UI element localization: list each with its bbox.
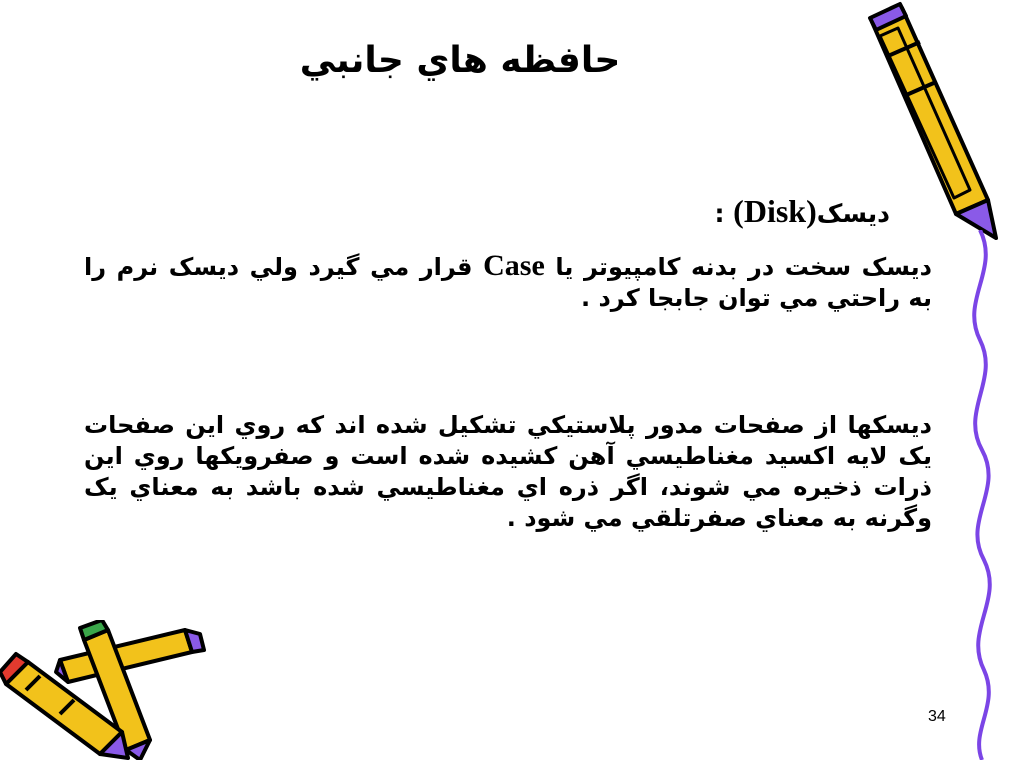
paragraph-case-latin: Case	[483, 249, 545, 282]
disk-heading-suffix: :	[714, 199, 734, 228]
slide-title: حافظه هاي جانبي	[299, 40, 621, 81]
disk-heading	[600, 193, 890, 229]
page-number: 34	[928, 708, 946, 725]
paragraph-case-after: قرار مي گيرد ولي ديسک نرم را به راحتي مي توان جابجا کرد .	[84, 253, 932, 312]
crossed-pencils-icon	[0, 620, 210, 760]
paragraph-case-before: ديسک سخت در بدنه کامپيوتر يا	[544, 253, 932, 281]
paragraph-case	[84, 250, 932, 314]
wavy-line-decoration	[960, 230, 1010, 760]
disk-heading-latin: (Disk)	[733, 193, 817, 229]
disk-heading-prefix: ديسک	[816, 199, 890, 228]
paragraph-magnetic: ديسکها از صفحات مدور پلاستيکي تشکيل شده اند که روي اين صفحات يک لايه اکسيد مغناطيسي آهن کشيده شده است و صفرويکها روي اين ذرات ذخيره مي شوند، اگر ذره اي مغناطيسي شده باشد به معناي يک وگرنه به معناي صفرتلقي مي شود .	[84, 411, 932, 532]
